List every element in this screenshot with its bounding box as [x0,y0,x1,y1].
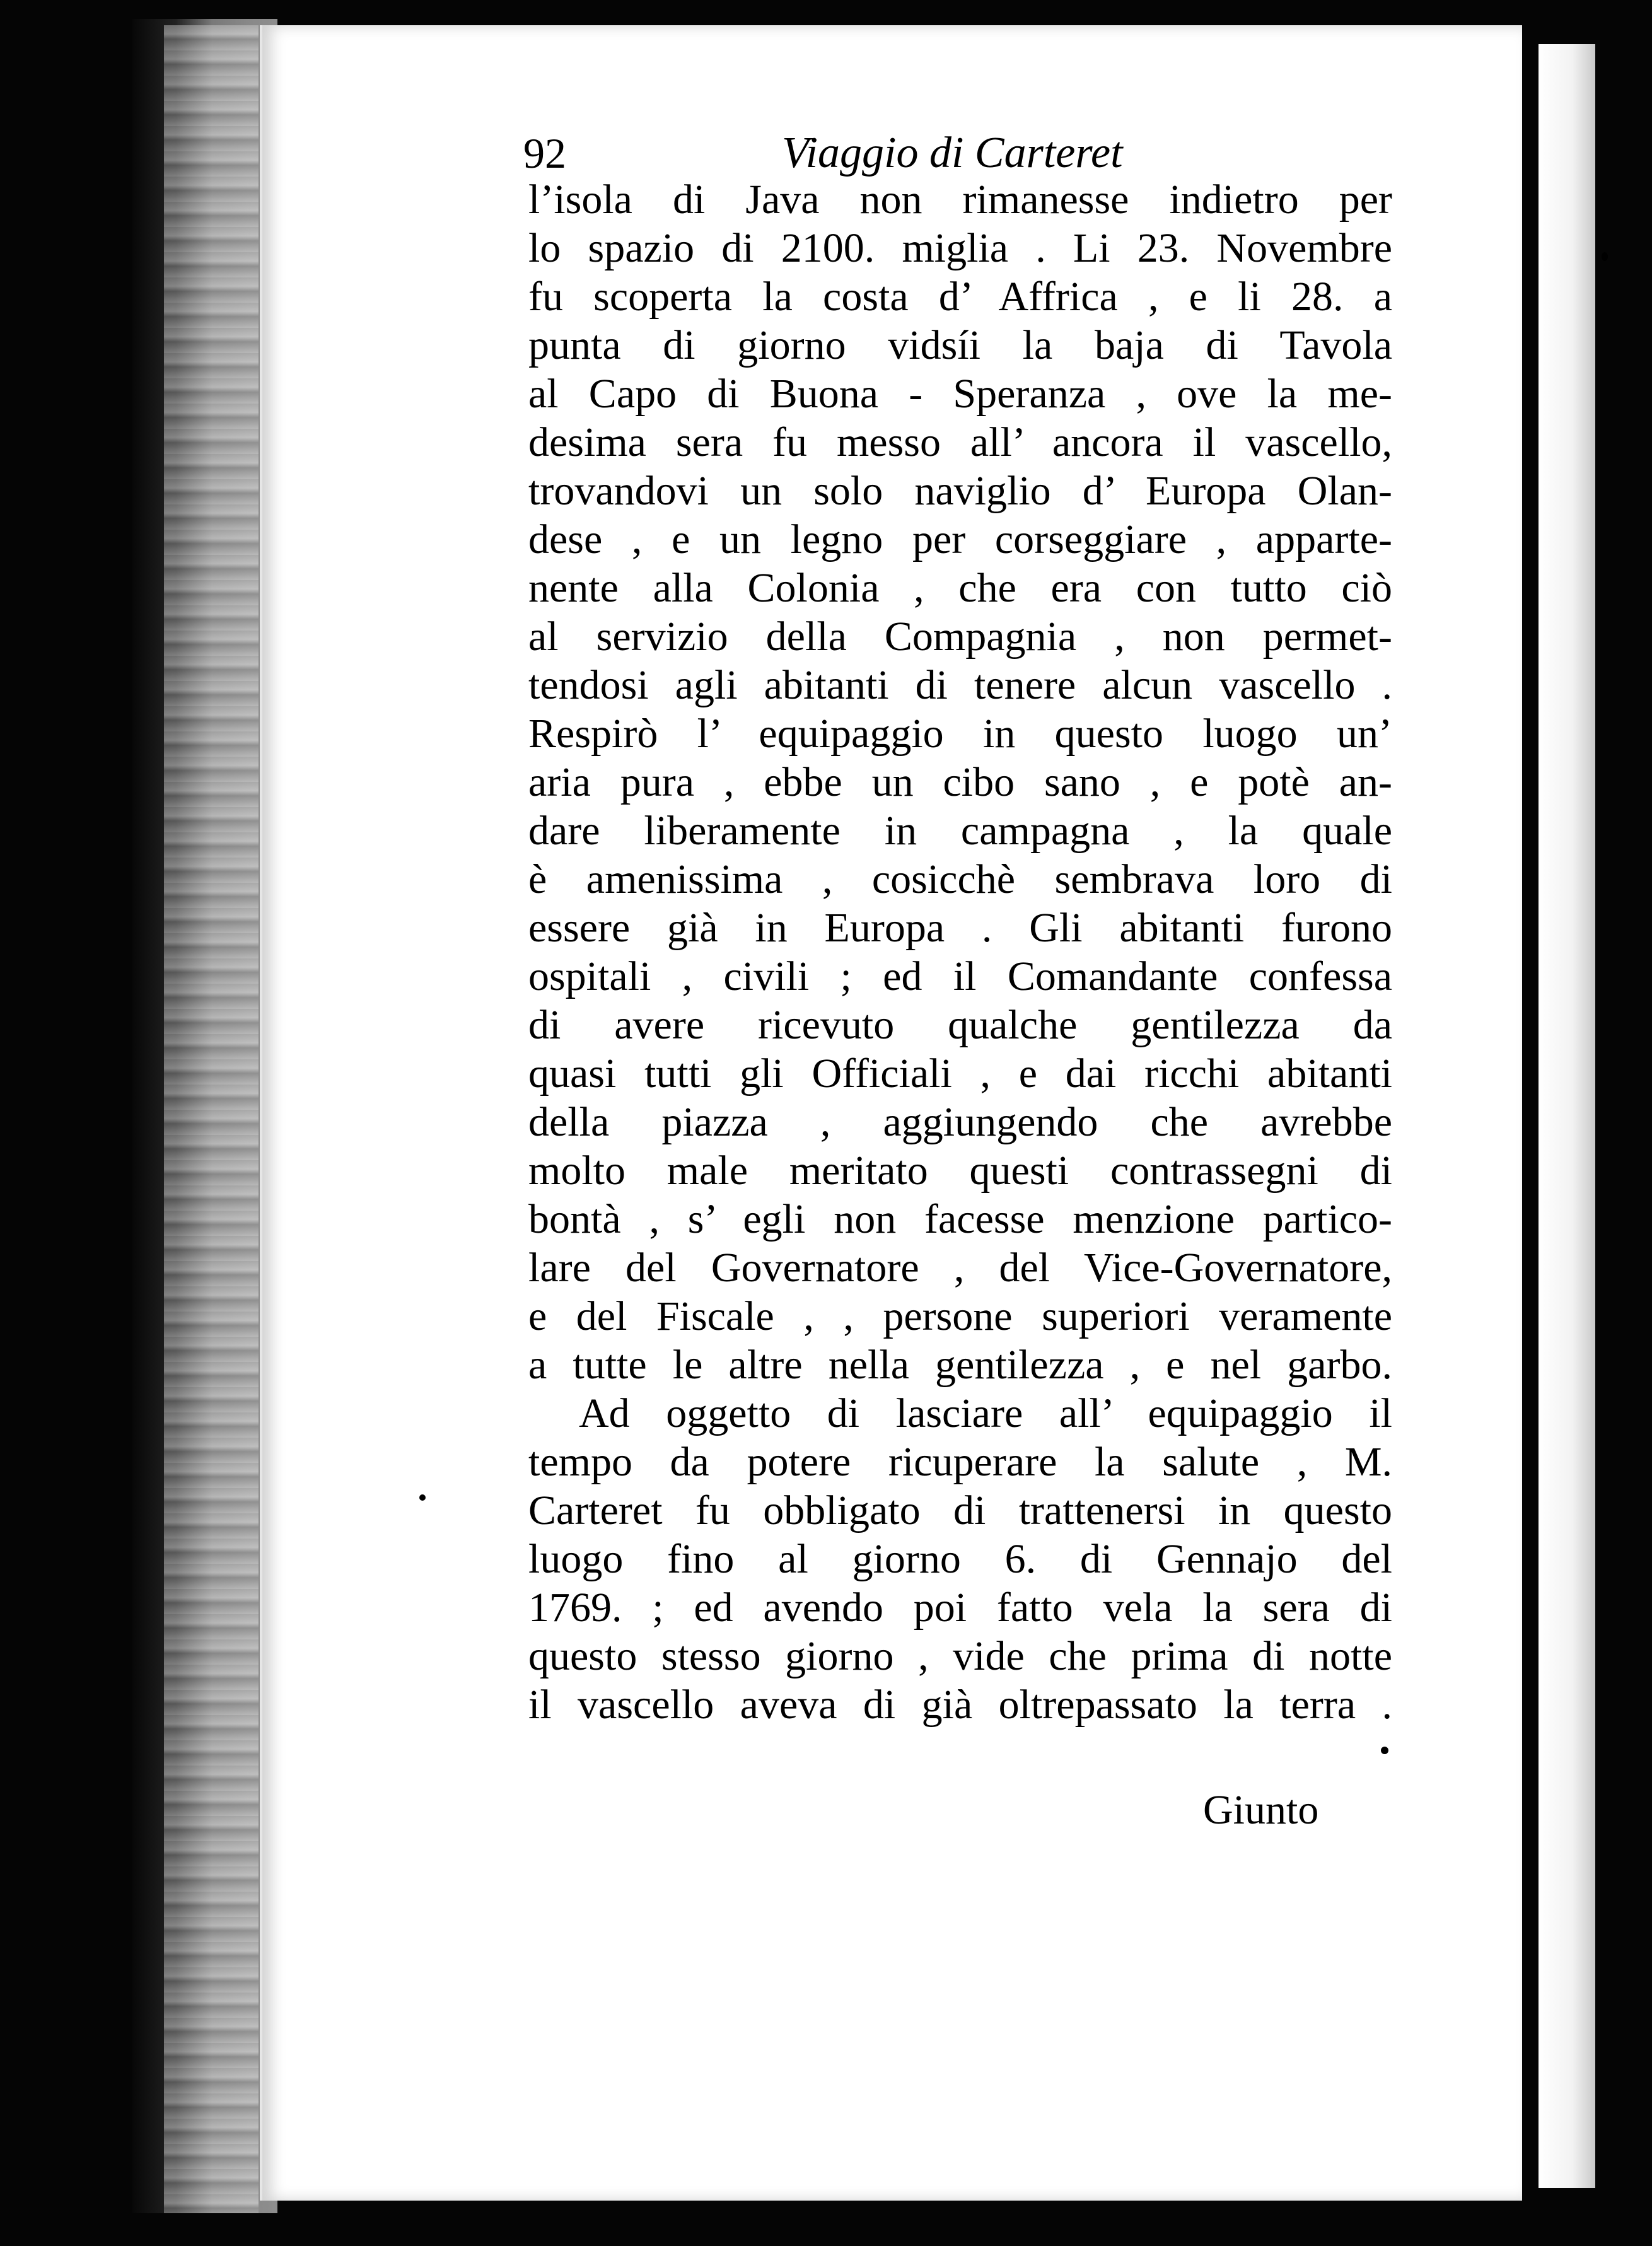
text-line: tendosi agli abitanti di tenere alcun vascello . [528,662,1392,708]
text-line: trovandovi un solo naviglio d’ Europa Olan- [528,468,1392,514]
text-line: lo spazio di 2100. miglia . Li 23. Novembre [528,225,1392,271]
text-line: bontà , s’ egli non facesse menzione partico- [528,1196,1392,1242]
catchword: Giunto [1203,1787,1319,1833]
text-line: aria pura , ebbe un cibo sano , e potè an- [528,759,1392,805]
text-line: lare del Governatore , del Vice-Governatore, [528,1245,1392,1291]
body-text [528,175,1392,1729]
text-line: l’isola di Java non rimanesse indietro per [528,177,1392,223]
text-line: dese , e un legno per corseggiare , apparte- [528,516,1392,562]
text-line: al Capo di Buona - Speranza , ove la me- [528,371,1392,417]
paragraph-first-line: Ad oggetto di lasciare all’ equipaggio il [579,1390,1392,1436]
text-line: Respirò l’ equipaggio in questo luogo un’ [528,711,1392,757]
text-line: il vascello aveva di già oltrepassato la terra . [528,1682,1392,1728]
text-line: quasi tutti gli Officiali , e dai ricchi abitanti [528,1050,1392,1097]
page-edges-left [164,25,259,2213]
text-line: della piazza , aggiungendo che avrebbe [528,1099,1392,1145]
text-line: ospitali , civili ; ed il Comandante confessa [528,953,1392,999]
ink-speck [1381,1747,1388,1754]
text-line: molto male meritato questi contrassegni di [528,1148,1392,1194]
ink-speck [1602,252,1608,261]
text-line: di avere ricevuto qualche gentilezza da [528,1002,1392,1048]
text-line: Carteret fu obbligato di trattenersi in questo [528,1487,1392,1533]
text-line: questo stesso giorno , vide che prima di notte [528,1633,1392,1679]
text-line: essere già in Europa . Gli abitanti furono [528,905,1392,951]
text-line: desima sera fu messo all’ ancora il vascello, [528,419,1392,465]
text-line: nente alla Colonia , che era con tutto ciò [528,565,1392,611]
text-line: fu scoperta la costa d’ Affrica , e li 28. a [528,274,1392,320]
running-head [523,125,1387,182]
facing-page-edge [1539,44,1595,2188]
text-line: luogo fino al giorno 6. di Gennajo del [528,1536,1392,1582]
text-line: e del Fiscale , , persone superiori veramente [528,1293,1392,1339]
page-number: 92 [523,129,566,177]
text-line: punta di giorno vidsíi la baja di Tavola [528,322,1392,368]
text-line: tempo da potere ricuperare la salute , M. [528,1439,1392,1485]
ink-speck [419,1494,426,1501]
text-line: al servizio della Compagnia , non permet- [528,614,1392,660]
running-title: Viaggio di Carteret [782,129,1123,177]
text-line: dare liberamente in campagna , la quale [528,808,1392,854]
text-line: 1769. ; ed avendo poi fatto vela la sera di [528,1585,1392,1631]
text-line: è amenissima , cosicchè sembrava loro di [528,856,1392,902]
text-line: a tutte le altre nella gentilezza , e nel garbo. [528,1342,1392,1388]
